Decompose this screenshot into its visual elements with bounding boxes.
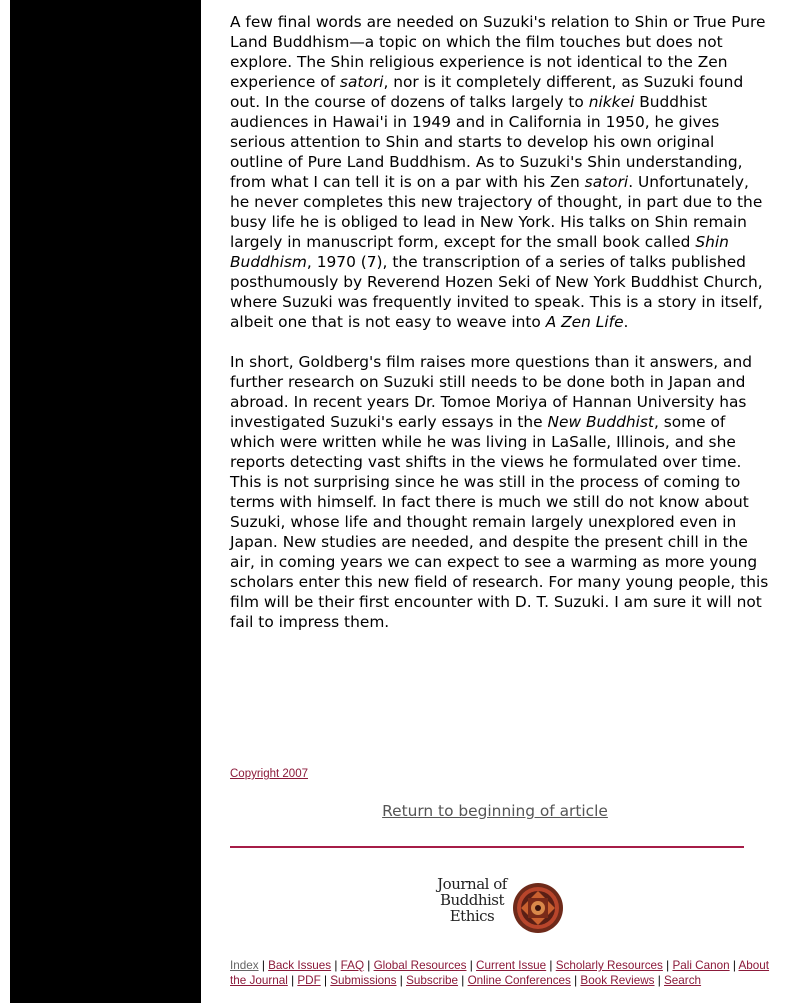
divider-rule <box>230 846 744 848</box>
article-body <box>230 12 770 632</box>
paragraph-text: , some of which were written while he was living in LaSalle, Illinois, and she reports detecting vast shifts in the views he formulated over time. This is not surprising since he was still in the process of coming to terms with himself. In fact there is much we still do not know about Suzuki, whose life and thought remain largely unexplored even in Japan. New studies are needed, and despite the present chill in the air, in coming years we can expect to see a warming as more young scholars enter this new field of research. For many young people, this film will be their first encounter with D. T. Suzuki. I am sure it will not fail to impress them. <box>230 413 769 631</box>
footer-link-book-reviews[interactable]: Book Reviews <box>580 974 655 987</box>
mandala-icon <box>512 882 564 934</box>
paragraph-text: , 1970 (7), the transcription of a series of talks published posthumously by Reverend Hozen Seki of New York Buddhist Church, where Suzuki was frequently invited to speak. This is a story in itself, albeit one that is not easy to weave into <box>230 253 763 331</box>
left-sidebar-bar <box>10 0 201 1003</box>
footer-separator: | <box>396 974 407 987</box>
italic-term: nikkei <box>588 93 635 111</box>
paragraph-text: A few final words are needed on Suzuki's relation to Shin or True Pure Land Buddhism—a topic on which the film touches but does not explore. The Shin religious experience is not identical to the Zen experience of <box>230 13 766 91</box>
footer-link-subscribe[interactable]: Subscribe <box>406 974 459 987</box>
paragraph-text: . Unfortunately, he never completes this new trajectory of thought, in part due to the busy life he is obliged to lead in New York. His talks on Shin remain largely in manuscript form, except for the small book called <box>230 173 763 251</box>
footer-separator: | <box>662 959 673 972</box>
paragraph-text: Buddhist audiences in Hawai'i in 1949 and in California in 1950, he gives serious attention to Shin and starts to develop his own original outline of Pure Land Buddhism. As to Suzuki's Shin understanding, from what I can tell it is on a par with his Zen <box>230 93 743 191</box>
footer-link-scholarly-resources[interactable]: Scholarly Resources <box>555 959 663 972</box>
footer-separator: | <box>546 959 556 972</box>
footer-link-online-conferences[interactable]: Online Conferences <box>467 974 571 987</box>
footer-separator: | <box>466 959 477 972</box>
footer-link-about-the-journal[interactable]: About the Journal <box>230 959 770 987</box>
footer-link-submissions[interactable]: Submissions <box>330 974 397 987</box>
article-paragraph <box>230 352 770 632</box>
footer-separator: | <box>364 959 374 972</box>
article-paragraph <box>230 12 770 332</box>
footer-link-back-issues[interactable]: Back Issues <box>268 959 332 972</box>
footer-separator: | <box>258 959 269 972</box>
return-to-beginning-link[interactable]: Return to beginning of article <box>382 802 608 820</box>
italic-term: Shin Buddhism <box>230 233 729 271</box>
footer-separator: | <box>654 974 665 987</box>
footer-link-index[interactable]: Index <box>230 959 259 972</box>
footer-navigation <box>230 958 770 988</box>
italic-term: A Zen Life <box>545 313 624 331</box>
footer-separator: | <box>570 974 581 987</box>
logo-line-3: Ethics <box>449 907 495 925</box>
logo-line-2: Buddhist <box>439 891 505 909</box>
footer-link-faq[interactable]: FAQ <box>340 959 365 972</box>
footer-link-pdf[interactable]: PDF <box>297 974 321 987</box>
logo-text <box>432 876 512 924</box>
journal-logo[interactable] <box>432 876 568 938</box>
italic-term: New Buddhist <box>547 413 654 431</box>
italic-term: satori <box>584 173 629 191</box>
copyright-link[interactable]: Copyright 2007 <box>230 768 308 780</box>
paragraph-text: In short, Goldberg's film raises more questions than it answers, and further research on Suzuki still needs to be done both in Japan and abroad. In recent years Dr. Tomoe Moriya of Hannan University has investigated Suzuki's early essays in the <box>230 353 752 431</box>
italic-term: satori <box>339 73 384 91</box>
footer-separator: | <box>287 974 298 987</box>
footer-link-search[interactable]: Search <box>664 974 702 987</box>
logo-line-1: Journal of <box>437 875 507 893</box>
footer-link-current-issue[interactable]: Current Issue <box>476 959 547 972</box>
footer-link-pali-canon[interactable]: Pali Canon <box>672 959 730 972</box>
footer-separator: | <box>331 959 341 972</box>
footer-link-global-resources[interactable]: Global Resources <box>373 959 467 972</box>
footer-separator: | <box>458 974 468 987</box>
paragraph-text: . <box>623 313 629 331</box>
paragraph-text: , nor is it completely different, as Suzuki found out. In the course of dozens of talks largely to <box>230 73 744 111</box>
footer-separator: | <box>320 974 331 987</box>
footer-separator: | <box>729 959 739 972</box>
